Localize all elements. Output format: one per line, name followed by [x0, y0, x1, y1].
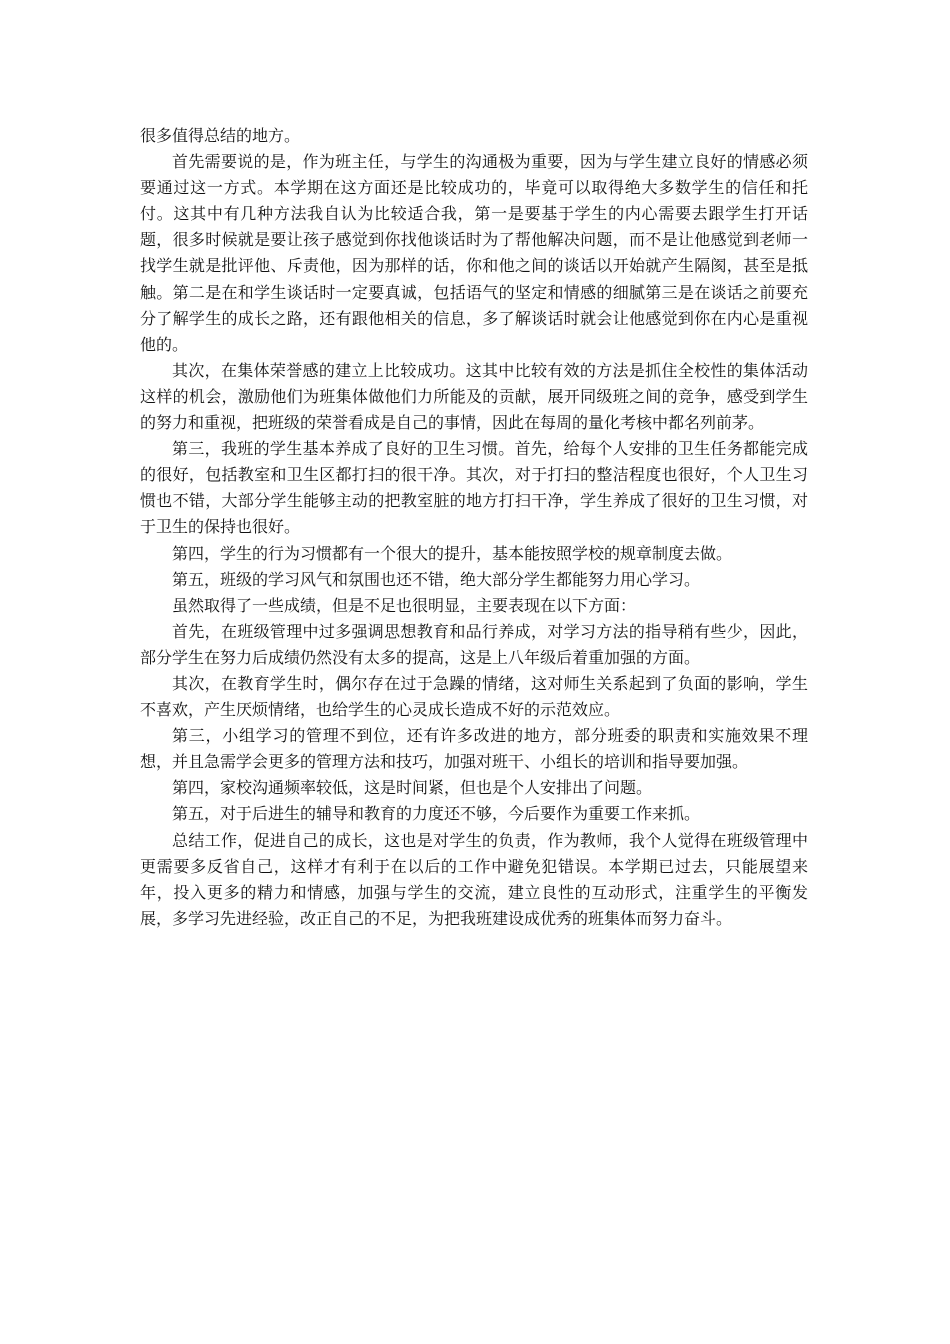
paragraph-shortcoming-study-methods: 首先，在班级管理中过多强调思想教育和品行养成，对学习方法的指导稍有些少，因此，部分学生在努力后成绩仍然没有太多的提高，这是上八年级后着重加强的方面。 [140, 621, 808, 667]
paragraph-behavior-habits: 第四，学生的行为习惯都有一个很大的提升，基本能按照学校的规章制度去做。 [172, 543, 733, 563]
paragraph-shortcoming-impatience: 其次，在教育学生时，偶尔存在过于急躁的情绪，这对师生关系起到了负面的影响，学生不喜欢，产生厌烦情绪，也给学生的心灵成长造成不好的示范效应。 [140, 673, 808, 720]
paragraph-continuation: 很多值得总结的地方。 [140, 126, 301, 145]
document-body [140, 123, 808, 932]
paragraph-communication: 首先需要说的是，作为班主任，与学生的沟通极为重要，因为与学生建立良好的情感必须要通过这一方式。本学期在这方面还是比较成功的，毕竟可以取得绝大多数学生的信任和托付。这其中有几种方法我自认为比较适合我，第一是要基于学生的内心需要去跟学生打开话题，很多时候就是要让孩子感觉到你找他谈话时为了帮他解决问题，而不是让他感觉到老师一找学生就是批评他、斥责他，因为那样的话，你和他之间的谈话以开始就产生隔阂，甚至是抵触。第二是在和学生谈话时一定要真诚，包括语气的坚定和情感的细腻第三是在谈话之前要充分了解学生的成长之路，还有跟他相关的信息，多了解谈话时就会让他感觉到你在内心是重视他的。 [140, 152, 808, 354]
paragraph-collective-honor: 其次，在集体荣誉感的建立上比较成功。这其中比较有效的方法是抓住全校性的集体活动这样的机会，激励他们为班集体做他们力所能及的贡献，展开同级班之间的竞争，感受到学生的努力和重视，把班级的荣誉看成是自己的事情，因此在每周的量化考核中都名列前茅。 [140, 360, 808, 433]
paragraph-shortcomings-intro: 虽然取得了一些成绩，但是不足也很明显，主要表现在以下方面： [172, 595, 637, 615]
paragraph-conclusion: 总结工作，促进自己的成长，这也是对学生的负责，作为教师，我个人觉得在班级管理中更需要多反省自己，这样才有利于在以后的工作中避免犯错误。本学期已过去，只能展望来年，投入更多的精力和情感，加强与学生的交流，建立良性的互动形式，注重学生的平衡发展，多学习先进经验，改正自己的不足，为把我班建设成优秀的班集体而努力奋斗。 [140, 830, 808, 928]
paragraph-shortcoming-group-management: 第三，小组学习的管理不到位，还有许多改进的地方，部分班委的职责和实施效果不理想，并且急需学会更多的管理方法和技巧，加强对班干、小组长的培训和指导要加强。 [140, 726, 808, 772]
paragraph-shortcoming-home-school: 第四，家校沟通频率较低，这是时间紧，但也是个人安排出了问题。 [172, 778, 653, 798]
paragraph-hygiene-habits: 第三，我班的学生基本养成了良好的卫生习惯。首先，给每个人安排的卫生任务都能完成的很好，包括教室和卫生区都打扫的很干净。其次，对于打扫的整洁程度也很好，个人卫生习惯也不错，大部分学生能够主动的把教室脏的地方打扫干净，学生养成了很好的卫生习惯，对于卫生的保持也很好。 [140, 439, 808, 537]
paragraph-study-atmosphere: 第五，班级的学习风气和氛围也还不错，绝大部分学生都能努力用心学习。 [172, 569, 701, 589]
paragraph-shortcoming-tutoring: 第五，对于后进生的辅导和教育的力度还不够，今后要作为重要工作来抓。 [172, 804, 701, 824]
